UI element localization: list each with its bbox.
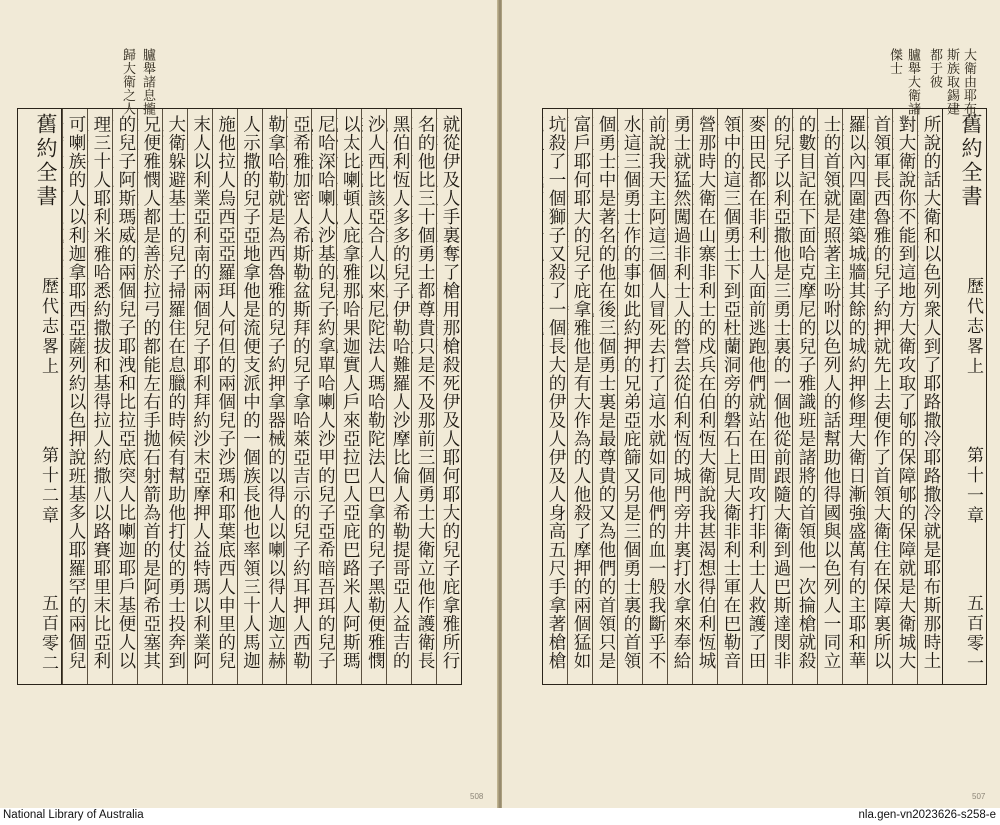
text-column: 兄便雅憫人都是善於拉弓的都能左右手拋石射箭為首的是阿希亞塞其 <box>137 109 162 684</box>
left-page <box>0 0 498 808</box>
text-column: 前說我天主阿這三個人冒死去打了這水就如同他們的血一般我斷乎不 <box>642 109 667 684</box>
text-column: 尼哈深哈喇人沙基的兒子約拿單哈喇人沙甲的兒子亞希暗吾珥的兒子 <box>311 109 336 684</box>
text-column: 施他拉人烏西亞亞羅珥人何但的兩個兒子沙瑪和耶葉底西人申里的兒 <box>212 109 237 684</box>
chapter-label: 第十一章 <box>963 445 983 526</box>
text-column: 以太比喇頓人庇拿雅那哈果迦實人戶來亞拉巴人亞庇巴路米人阿斯瑪 <box>336 109 361 684</box>
text-column: 的數目記在下面哈克摩尼的兒子雅識班是諸將的首領他一次掄槍就殺 <box>792 109 817 684</box>
text-column: 理三十人耶利米雅哈悉約撒拔和基得拉人約撒八以路賽耶里末比亞利 <box>87 109 112 684</box>
text-column: 營那時大衛在山寨非利士的戍兵在伯利恆大衛說我甚渴想得伯利恆城 <box>692 109 717 684</box>
book-title: 舊約全書 <box>959 113 983 209</box>
text-column: 所說的話大衛和以色列衆人到了耶路撒冷耶路撒冷就是耶布斯那時土 <box>917 109 942 684</box>
text-column: 末人以利業亞利南的兩個兒子耶利拜約沙末亞摩押人益特瑪以利業阿 <box>187 109 212 684</box>
text-column: 首領軍長西魯雅的兒子約押就先上去便作了首領大衛住在保障裏所以 <box>867 109 892 684</box>
left-pencil-page-mark: 508 <box>470 792 484 801</box>
right-head-note-3: 都于彼 <box>927 48 942 89</box>
text-column: 的兒子以利亞撒他是三勇士裏的一個他從前跟隨大衛到過巴斯達閔非 <box>767 109 792 684</box>
footer-credit-right: nla.gen-vn2023626-s258-e <box>858 809 996 821</box>
right-head-note-5: 傑士 <box>887 48 902 75</box>
text-column: 領中的這三個勇士下到亞杜蘭洞旁的磐石上見大衛非利士軍在巴勒音 <box>717 109 742 684</box>
text-column: 就從伊及人手裏奪了槍用那槍殺死伊及人耶何耶大的兒子庇拿雅所行 <box>436 109 461 684</box>
right-text-frame <box>542 108 987 685</box>
left-text-frame <box>17 108 462 685</box>
text-column: 亞希雅加密人希斯勒盆斯拜的兒子拿哈萊亞吉示的兒子約耳押人西勒 <box>286 109 311 684</box>
left-head-note-2: 歸大衛之人 <box>120 48 135 116</box>
page-number: 五百零一 <box>963 593 983 674</box>
page-number: 五百零二 <box>38 593 58 674</box>
text-column: 可喇族的人以利迦拿耶西亞薩列約以色押說班基多人耶羅罕的兩個兒 <box>62 109 87 684</box>
footer-credit-left: National Library of Australia <box>3 809 144 821</box>
text-column: 沙人西比該亞合人以來尼陀法人瑪哈勒陀法人巴拿的兒子黑勒便雅憫 <box>361 109 386 684</box>
text-column: 勇士就猛然闖過非利士人的營去從伯利恆的城門旁井裏打水拿來奉給 <box>667 109 692 684</box>
text-column: 名的他比三十個勇士都尊貴只是不及那前三個勇士大衛立他作護衛長 <box>411 109 436 684</box>
footer-strip <box>0 808 1000 825</box>
left-text-columns <box>18 109 461 684</box>
text-column: 麥田民都在非利士人面前逃跑他們就站在田間攻打非利士人救護了田 <box>742 109 767 684</box>
left-page-banner <box>18 109 62 684</box>
text-column: 大衛躲避基士的兒子掃羅住在息臘的時候有幫助他打仗的勇士投奔到 <box>162 109 187 684</box>
right-head-note-4: 臚舉大衛諸 <box>905 48 920 116</box>
right-head-note-2: 斯族取錫建 <box>944 48 959 116</box>
right-text-columns <box>543 109 986 684</box>
text-column: 對大衛說你不能到這地方大衛攻取了郇的保障郇的保障就是大衛城大 <box>892 109 917 684</box>
right-page-banner <box>942 109 986 684</box>
right-pencil-page-mark: 507 <box>972 792 986 801</box>
text-column: 的兒子阿斯瑪威的兩個兒子耶洩和比拉亞底突人比喇迦耶戶基便人以 <box>112 109 137 684</box>
text-column: 勒拿哈勒就是為西魯雅的兒子約押拿器械的以得人以喇以得人迦立赫 <box>262 109 287 684</box>
text-column: 富戶耶何耶大的兒子庇拿雅他是有大作為的人他殺了摩押的兩個猛如 <box>567 109 592 684</box>
text-column: 士的首領就是照著主吩咐以色列人的話幫助他得國與以色列人一同立 <box>817 109 842 684</box>
text-column: 個勇士中是著名的他在後三個勇士裏是最尊貴的又為他們的首領只是 <box>592 109 617 684</box>
text-column: 羅以內四圍建築城牆其餘的城約押修理大衛日漸強盛萬有的主耶和華 <box>842 109 867 684</box>
left-head-note-1: 臚舉諸息攏 <box>140 48 155 116</box>
volume-title: 歷代志畧上 <box>963 277 983 378</box>
volume-title: 歷代志畧上 <box>38 277 58 378</box>
book-title: 舊約全書 <box>34 113 58 209</box>
text-column: 黑伯利恆人多多的兒子伊勒哈難羅人沙摩比倫人希勒提哥亞人益吉的 <box>386 109 411 684</box>
text-column: 水這三個勇士作的事如此約押的兄弟亞庇篩又另是三個勇士裏的首領 <box>617 109 642 684</box>
text-column: 人示撒的兒子亞地拿他是流便支派中的一個族長他也率領三十人馬迦 <box>237 109 262 684</box>
text-column: 坑殺了一個獅子又殺了一個長大的伊及人伊及人身高五尺手拿著槍槍 <box>546 115 566 670</box>
right-page <box>502 0 1000 808</box>
right-head-note-1: 大衛由耶布 <box>961 48 976 116</box>
chapter-label: 第十二章 <box>38 445 58 526</box>
